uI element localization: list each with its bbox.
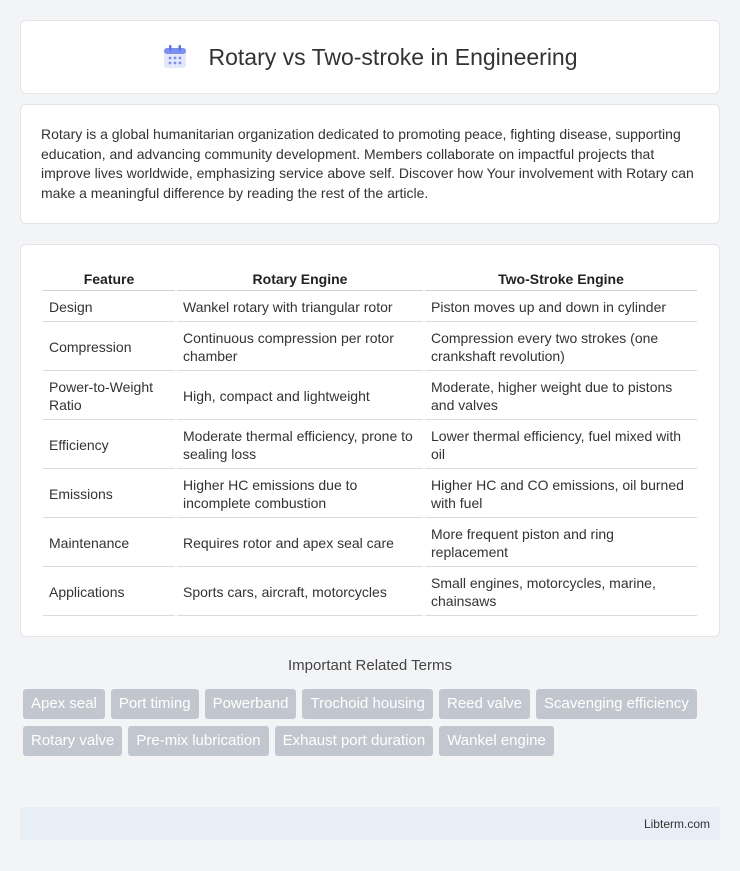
table-row	[43, 324, 697, 371]
table-cell: Design	[43, 293, 175, 322]
related-term-tag[interactable]: Scavenging efficiency	[536, 689, 697, 719]
related-term-tag[interactable]: Powerband	[205, 689, 297, 719]
table-cell: Maintenance	[43, 520, 175, 567]
related-term-tag[interactable]: Apex seal	[23, 689, 105, 719]
table-cell: Higher HC and CO emissions, oil burned with fuel	[425, 471, 697, 518]
column-header: Rotary Engine	[177, 267, 423, 291]
intro-card	[20, 104, 720, 224]
comparison-card	[20, 244, 720, 637]
table-cell: Requires rotor and apex seal care	[177, 520, 423, 567]
table-cell: Compression every two strokes (one crankshaft revolution)	[425, 324, 697, 371]
table-header-row	[43, 267, 697, 291]
related-term-tag[interactable]: Rotary valve	[23, 726, 122, 756]
table-cell: Piston moves up and down in cylinder	[425, 293, 697, 322]
table-cell: Continuous compression per rotor chamber	[177, 324, 423, 371]
table-row	[43, 373, 697, 420]
table-cell: Compression	[43, 324, 175, 371]
table-cell: Lower thermal efficiency, fuel mixed with oil	[425, 422, 697, 469]
related-terms-title: Important Related Terms	[288, 657, 452, 674]
related-terms-list	[23, 689, 723, 756]
table-cell: Wankel rotary with triangular rotor	[177, 293, 423, 322]
calendar-icon	[162, 44, 188, 70]
table-row	[43, 471, 697, 518]
table-cell: Moderate thermal efficiency, prone to sealing loss	[177, 422, 423, 469]
column-header: Feature	[43, 267, 175, 291]
table-cell: Moderate, higher weight due to pistons and valves	[425, 373, 697, 420]
table-row	[43, 293, 697, 322]
related-term-tag[interactable]: Wankel engine	[439, 726, 554, 756]
related-term-tag[interactable]: Exhaust port duration	[275, 726, 434, 756]
table-cell: Sports cars, aircraft, motorcycles	[177, 569, 423, 616]
comparison-table	[41, 265, 699, 618]
footer	[20, 807, 720, 840]
table-cell: Power-to-Weight Ratio	[43, 373, 175, 420]
table-row	[43, 520, 697, 567]
column-header: Two-Stroke Engine	[425, 267, 697, 291]
table-cell: More frequent piston and ring replacement	[425, 520, 697, 567]
related-term-tag[interactable]: Pre-mix lubrication	[128, 726, 268, 756]
table-cell: Small engines, motorcycles, marine, chainsaws	[425, 569, 697, 616]
table-cell: High, compact and lightweight	[177, 373, 423, 420]
related-term-tag[interactable]: Trochoid housing	[302, 689, 433, 719]
table-row	[43, 422, 697, 469]
table-cell: Emissions	[43, 471, 175, 518]
page-title: Rotary vs Two-stroke in Engineering	[208, 43, 578, 70]
intro-paragraph: Rotary is a global humanitarian organization dedicated to promoting peace, fighting disease, supporting education, and advancing community development. Members collaborate on impactful projects that improve lives worldwide, emphasizing service above self. Discover how Your involvement with Rotary can make a meaningful difference by reading the rest of the article.	[41, 126, 694, 201]
related-term-tag[interactable]: Reed valve	[439, 689, 530, 719]
related-term-tag[interactable]: Port timing	[111, 689, 199, 719]
table-cell: Efficiency	[43, 422, 175, 469]
footer-site-link[interactable]: Libterm.com	[643, 816, 710, 831]
header-card	[20, 20, 720, 94]
table-cell: Higher HC emissions due to incomplete combustion	[177, 471, 423, 518]
table-row	[43, 569, 697, 616]
table-cell: Applications	[43, 569, 175, 616]
